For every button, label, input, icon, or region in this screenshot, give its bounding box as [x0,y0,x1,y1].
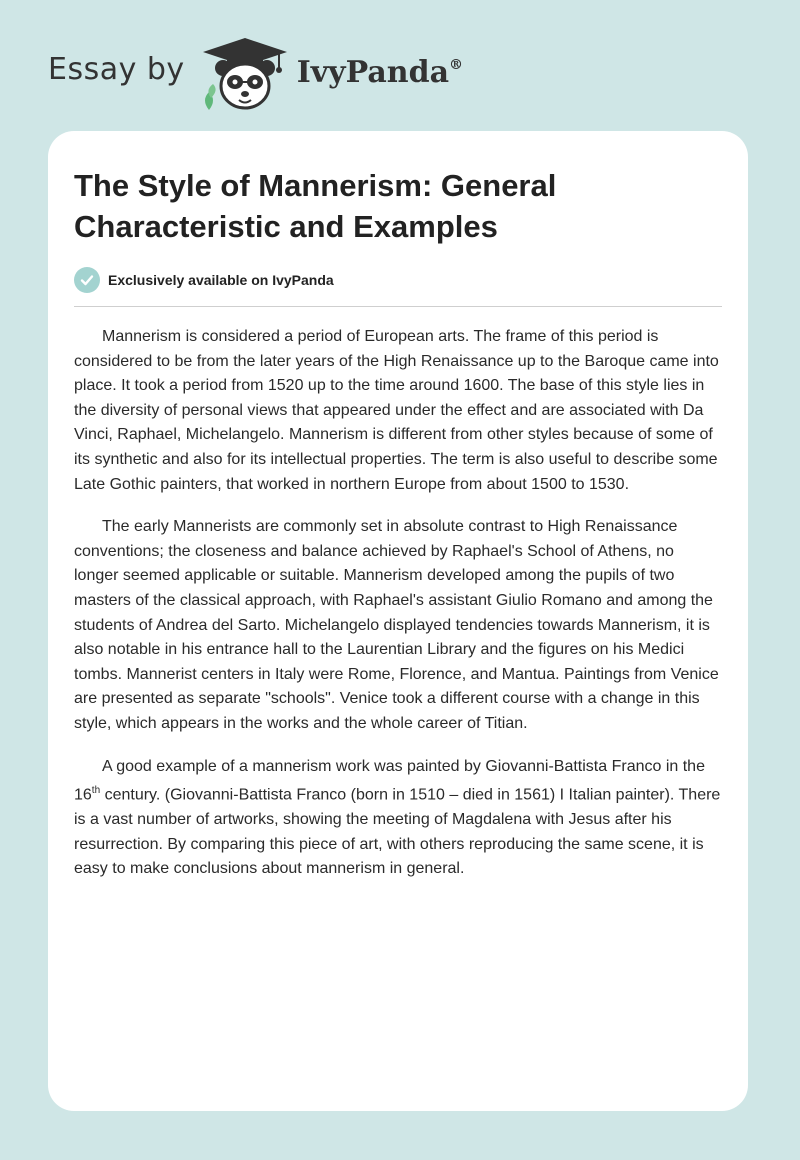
check-icon [74,267,100,293]
brand-text: IvyPanda [296,54,450,90]
exclusive-label: Exclusively available on IvyPanda [108,272,334,288]
exclusive-badge-row [74,267,722,307]
paragraph-2: The early Mannerists are commonly set in absolute contrast to High Renaissance conventions; the closeness and balance achieved by Raphael's School of Athens, no longer seemed applicable or suitable. Mannerism developed among the pupils of two masters of the classical approach, with Raphael's assistant Giulio Romano and among the students of Andrea del Sarto. Michelangelo displayed tendencies towards Mannerism, it is also notable in his entrance hall to the Laurentian Library and the figures on his Medici tombs. Mannerist centers in Italy were Rome, Florence, and Mantua. Paintings from Venice are presented as separate "schools". Venice took a different course with a change in this style, which appears in the works and the whole career of Titian. [74,518,719,732]
essay-title: The Style of Mannerism: General Characteristic and Examples [74,168,557,244]
paragraph-3-end: century. (Giovanni-Battista Franco (born in 1510 – died in 1561) I Italian painter). There is a vast number of artworks, showing the meeting of Magdalena with Jesus after his resurrection. By comparing this piece of art, with others reproducing the same scene, it is easy to make conclusions about mannerism in general. [74,786,721,878]
brand-name[interactable] [297,55,463,90]
paragraph-1: Mannerism is considered a period of European arts. The frame of this period is considered to be from the later years of the High Renaissance up to the Baroque came into place. It took a period from 1520 up to the time around 1600. The base of this style lies in the diversity of personal views that appeared under the effect and are associated with Da Vinci, Raphael, Michelangelo. Mannerism is different from other styles because of some of its synthetic and also for its intellectual properties. The term is also useful to describe some Late Gothic painters, that worked in northern Europe from about 1500 to 1530. [74,328,719,493]
trademark-symbol: ® [449,56,464,73]
panda-graduate-icon[interactable] [199,34,291,114]
site-header [48,34,463,114]
paragraph-3 [74,755,722,882]
paragraph-3-start: A good example of a mannerism work was painted by Giovanni-Battista Franco in the 16 [74,757,705,804]
essay-by-label: Essay by [48,51,185,87]
essay-card [48,131,748,1111]
ordinal-suffix: th [91,785,101,797]
